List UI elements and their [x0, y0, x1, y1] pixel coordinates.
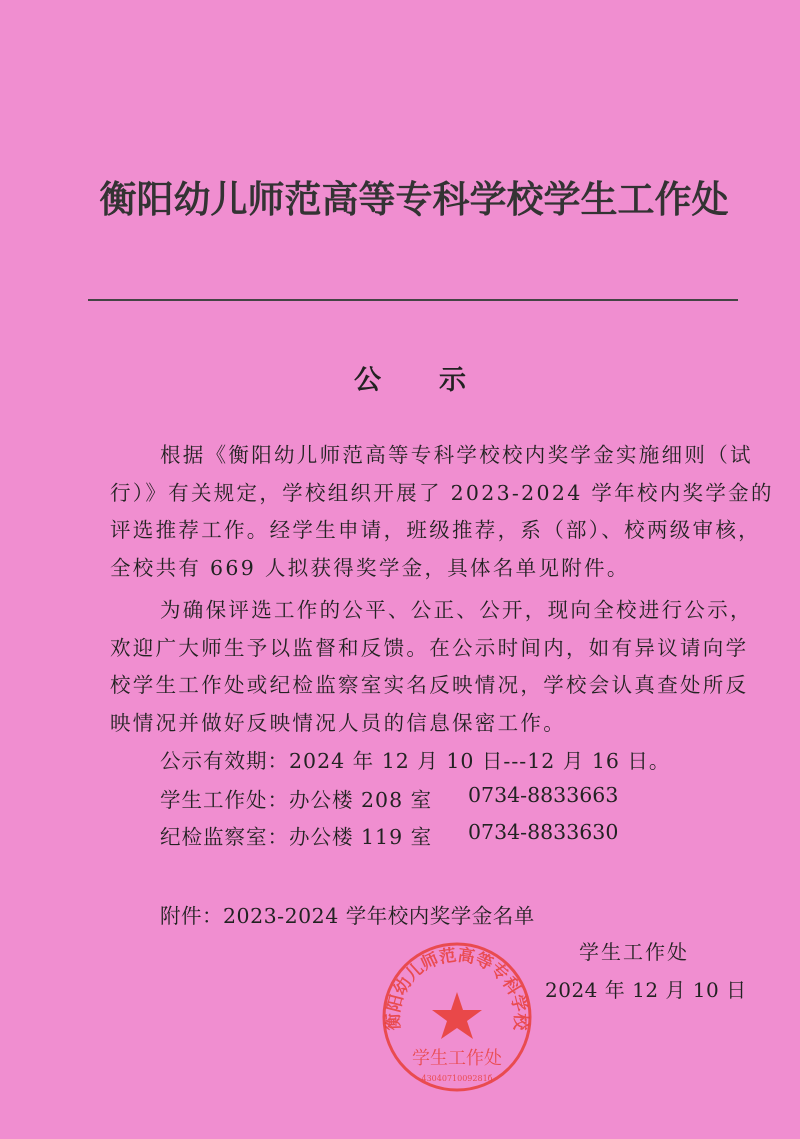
paragraph2-line: 欢迎广大师生予以监督和反馈。在公示时间内，如有异议请向学 — [110, 636, 749, 660]
paragraph1-line: 全校共有 669 人拟获得奖学金，具体名单见附件。 — [110, 556, 630, 580]
signature-dept: 学生工作处 — [579, 940, 689, 964]
contact-dept: 纪检监察室：办公楼 119 室 — [160, 825, 433, 849]
paragraph2-line: 校学生工作处或纪检监察室实名反映情况，学校会认真查处所反 — [110, 673, 749, 697]
validity-period: 公示有效期：2024 年 12 月 10 日---12 月 16 日。 — [160, 749, 671, 773]
signature-date: 2024 年 12 月 10 日 — [545, 978, 747, 1002]
official-seal — [380, 940, 534, 1094]
notice-heading: 公示 — [354, 365, 524, 396]
paragraph2-line: 为确保评选工作的公平、公正、公开，现向全校进行公示， — [160, 598, 753, 622]
paragraph1-line: 行）》有关规定，学校组织开展了 2023-2024 学年校内奖学金的 — [110, 481, 774, 505]
paragraph1-line: 根据《衡阳幼儿师范高等专科学校校内奖学金实施细则（试 — [160, 443, 753, 467]
seal-ring-text: 衡阳幼儿师范高等专科学校 — [383, 945, 531, 1031]
header-divider — [88, 299, 738, 301]
seal-code: 4304071009281б — [421, 1074, 493, 1083]
paragraph2-line: 映情况并做好反映情况人员的信息保密工作。 — [110, 711, 566, 735]
contact-phone: 0734-8833630 — [468, 820, 619, 844]
attachment-note: 附件：2023-2024 学年校内奖学金名单 — [160, 904, 535, 928]
seal-center-text: 学生工作处 — [412, 1048, 502, 1069]
star-icon — [432, 992, 482, 1039]
organization-title: 衡阳幼儿师范高等专科学校学生工作处 — [99, 178, 729, 221]
contact-phone: 0734-8833663 — [468, 783, 619, 807]
paragraph1-line: 评选推荐工作。经学生申请，班级推荐，系（部）、校两级审核， — [110, 518, 761, 542]
contact-dept: 学生工作处：办公楼 208 室 — [160, 788, 433, 812]
